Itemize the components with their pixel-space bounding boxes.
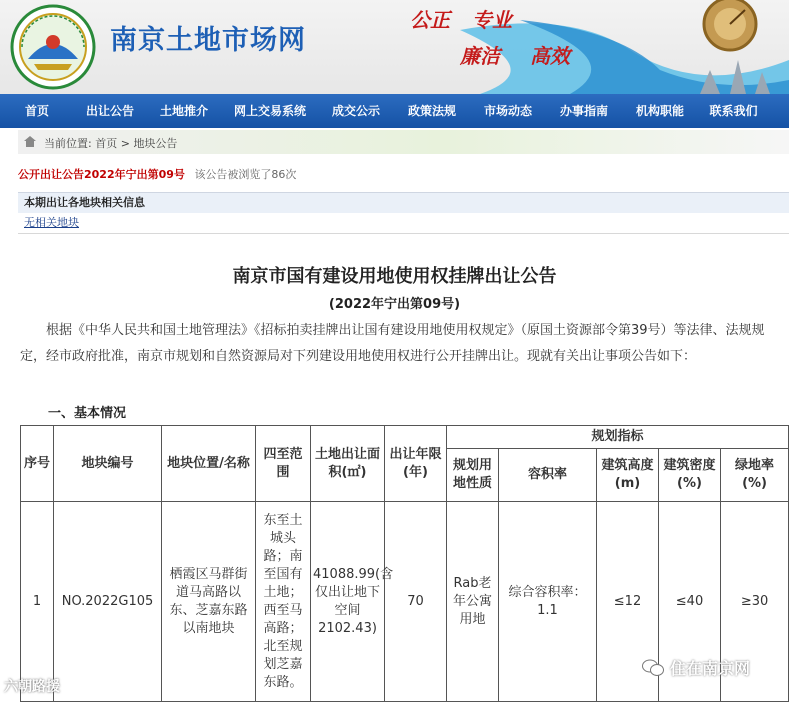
th-use: 规划用地性质 xyxy=(447,449,499,502)
related-plots-box xyxy=(18,192,789,232)
nav-item-guide[interactable]: 办事指南 xyxy=(559,104,608,118)
cell-density: ≤40 xyxy=(659,502,721,702)
article-subtitle: (2022年宁出第09号) xyxy=(328,297,461,312)
nav-item-deals[interactable]: 成交公示 xyxy=(331,104,380,118)
breadcrumb-trail xyxy=(44,135,177,151)
wechat-icon xyxy=(642,659,664,677)
cell-term: 70 xyxy=(385,502,447,702)
nav-item-promotion[interactable]: 土地推介 xyxy=(159,104,208,118)
nav-item-policies[interactable]: 政策法规 xyxy=(407,104,456,118)
nav-item-online-trading[interactable]: 网上交易系统 xyxy=(233,104,306,118)
slogan-1: 公正 xyxy=(410,8,450,32)
notice-line xyxy=(18,166,296,182)
related-plots-heading: 本期出让各地块相关信息 xyxy=(18,193,789,213)
nav-item-about[interactable]: 机构职能 xyxy=(635,104,684,118)
banner-decoration xyxy=(400,0,789,94)
th-bounds: 四至范围 xyxy=(256,426,311,502)
th-area: 土地出让面积(㎡) xyxy=(311,426,385,502)
th-planning: 规划指标 xyxy=(447,426,789,449)
cell-bounds: 东至土城头路；南至国有土地；西至马高路；北至规划芝嘉东路。 xyxy=(256,502,311,702)
cell-seq: 1 xyxy=(21,502,54,702)
cell-height: ≤12 xyxy=(597,502,659,702)
nav-item-market-news[interactable]: 市场动态 xyxy=(483,104,532,118)
watermark-right xyxy=(642,656,750,679)
home-icon xyxy=(24,136,36,147)
watermark-right-text: 住在南京网 xyxy=(670,659,751,678)
th-seq: 序号 xyxy=(21,426,54,502)
cell-green: ≥30 xyxy=(721,502,789,702)
slogan-4: 高效 xyxy=(530,44,570,68)
main-nav xyxy=(0,94,789,128)
cell-location: 栖霞区马群街道马高路以东、芝嘉东路以南地块 xyxy=(162,502,256,702)
breadcrumb-separator: > xyxy=(120,137,130,150)
watermark-left: 六朝路援 xyxy=(4,679,60,695)
table-header-row xyxy=(21,426,789,449)
header-banner xyxy=(0,0,789,94)
site-title: 南京土地市场网 xyxy=(110,25,306,56)
section-heading: 一、基本情况 xyxy=(48,406,127,421)
cell-far: 综合容积率：1.1 xyxy=(499,502,597,702)
article-body: 根据《中华人民共和国土地管理法》《招标拍卖挂牌出让国有建设用地使用权规定》（原国土资源部令第39号）等法律、法规规定，经市政府批准，南京市规划和自然资源局对下列建设用地使用权进行公开挂牌出让。现就有关出让事项公告如下： xyxy=(20,323,765,364)
th-location: 地块位置/名称 xyxy=(162,426,256,502)
th-density: 建筑密度(%) xyxy=(659,449,721,502)
nav-item-notices[interactable]: 出让公告 xyxy=(85,104,134,118)
breadcrumb-prefix: 当前位置: xyxy=(44,137,92,150)
nav-item-contact[interactable]: 联系我们 xyxy=(709,104,758,118)
notice-title: 公开出让公告2022年宁出第09号 xyxy=(18,168,185,181)
breadcrumb-home-link[interactable]: 首页 xyxy=(95,137,118,150)
th-code: 地块编号 xyxy=(54,426,162,502)
th-far: 容积率 xyxy=(499,449,597,502)
slogan-3: 廉洁 xyxy=(460,44,500,68)
nav-item-home[interactable]: 首页 xyxy=(24,104,49,118)
breadcrumb xyxy=(18,130,789,154)
th-term: 出让年限(年) xyxy=(385,426,447,502)
cell-area: 41088.99(含仅出让地下空间2102.43) xyxy=(311,502,385,702)
cell-use: Rab老年公寓用地 xyxy=(447,502,499,702)
cell-code: NO.2022G105 xyxy=(54,502,162,702)
article-title: 南京市国有建设用地使用权挂牌出让公告 xyxy=(232,266,557,287)
th-height: 建筑高度(m) xyxy=(597,449,659,502)
slogan-2: 专业 xyxy=(472,8,512,32)
site-logo[interactable] xyxy=(8,4,98,90)
related-plots-link[interactable]: 无相关地块 xyxy=(18,213,789,234)
th-green: 绿地率(%) xyxy=(721,449,789,502)
breadcrumb-current-link[interactable]: 地块公告 xyxy=(133,137,178,150)
notice-view-count: 该公告被浏览了86次 xyxy=(194,168,297,181)
